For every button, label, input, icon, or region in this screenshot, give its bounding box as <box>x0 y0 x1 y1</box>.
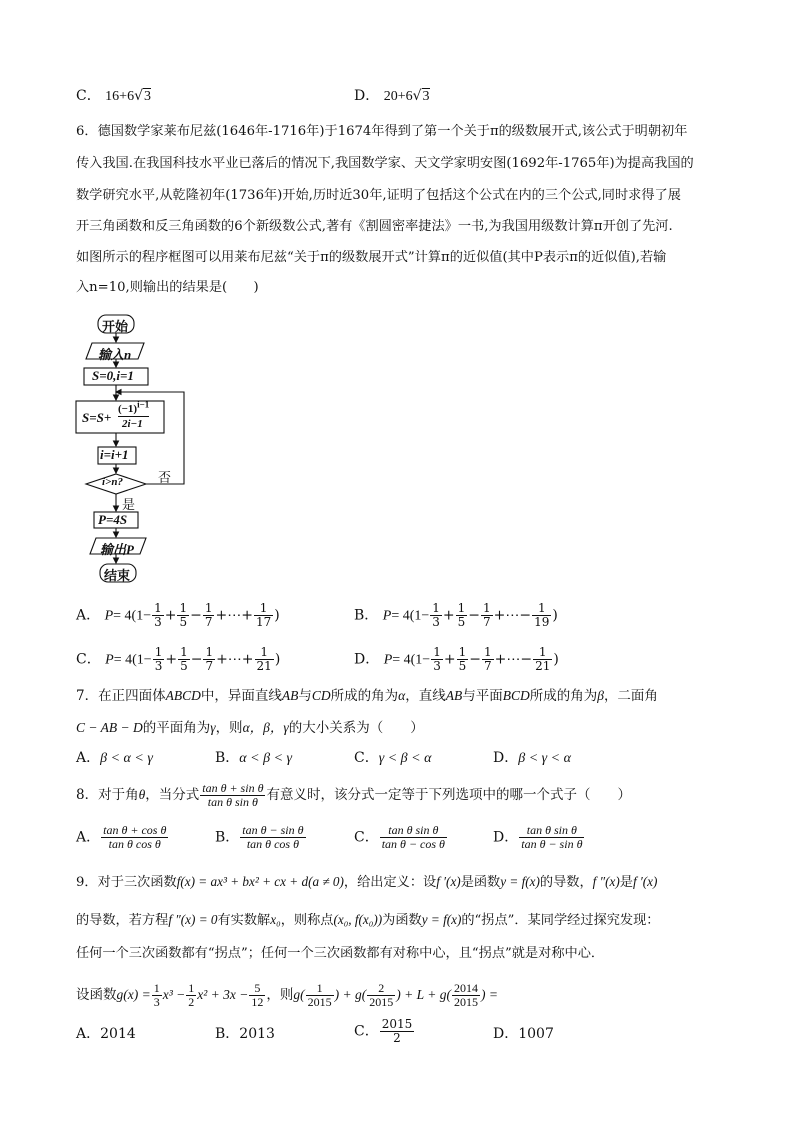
option-expr: 16+6 <box>105 89 135 104</box>
q8-option-c: C． $\frac{\text{tan θ sin θ}}{\text{tan θ − cos θ}}$ <box>354 823 445 851</box>
q6-option-c: C． P= 4(1− $\frac{1}{3}$ + $\frac{1}{5}$ − $\frac{1}{7}$ +⋯+ $\frac{1}{21}$ ) <box>76 645 281 673</box>
q8-option-d: D． $\frac{\text{tan θ sin θ}}{\text{tan θ − sin θ}}$ <box>493 823 583 851</box>
flow-assign-p-label: P=4S <box>98 512 128 527</box>
q6-line-4: 开三角函数和反三角函数的6个新级数公式,著有《割圆密率捷法》一书,为我国用级数计算π开创了先河. <box>76 219 673 234</box>
flow-update-numerator: $(-1)^{i-1}$ <box>118 399 150 415</box>
flow-end-label: 结束 <box>104 568 131 583</box>
flow-no-label: 否 <box>158 470 172 485</box>
q9-line-3: 任何一个三次函数都有“拐点”；任何一个三次函数都有对称中心，且“拐点”就是对称中心． <box>76 946 605 961</box>
q7-option-b: B．α < β < γ <box>215 750 293 766</box>
q7-line-2: C − AB − D的平面角为γ，则α，β，γ的大小关系为（ ） <box>76 720 424 736</box>
q9-line-2: 的导数，若方程f ″(x) = 0有实数解x₀，则称点(x₀, f(x₀))为函数y = f(x)的“拐点”．某同学经过探究发现： <box>76 912 660 928</box>
q6-line-6: 入n=10,则输出的结果是( ) <box>76 280 259 295</box>
flow-update-denominator: 2i−1 <box>122 418 143 430</box>
q6-line-5: 如图所示的程序框图可以用莱布尼兹“关于π的级数展开式”计算π的近似值(其中P表示π的近似值),若输 <box>76 250 667 265</box>
q6-line-3: 数学研究水平,从乾隆初年(1736年)开始,历时近30年,证明了包括这个公式在内的三个公式,同时求得了展 <box>76 188 681 203</box>
sqrt-radicand: 3 <box>144 89 151 104</box>
option-label: D． <box>354 88 380 104</box>
q9-option-c: C． $\frac{2015}{2}$ <box>354 1017 413 1045</box>
q6-line-2: 传入我国.在我国科技水平业已落后的情况下,我国数学家、天文学家明安图(1692年-1765年)为提高我国的 <box>76 156 694 171</box>
flow-start-label: 开始 <box>102 319 129 334</box>
q9-option-b: B．2013 <box>215 1026 275 1042</box>
option-d-prev: D． 20+6√3 <box>354 88 430 104</box>
q6-option-b: B． P= 4(1− $\frac{1}{3}$ + $\frac{1}{5}$ − $\frac{1}{7}$ +⋯− $\frac{1}{19}$ ) <box>354 601 558 629</box>
q7-option-c: C．γ < β < α <box>354 750 432 766</box>
q7-option-d: D．β < γ < α <box>493 750 571 766</box>
q6-option-d: D． P= 4(1− $\frac{1}{3}$ + $\frac{1}{5}$ − $\frac{1}{7}$ +⋯− $\frac{1}{21}$ ) <box>354 645 559 673</box>
flow-condition-label: i>n? <box>102 476 123 488</box>
flowchart-shapes <box>70 312 200 588</box>
q7-option-a: A．β < α < γ <box>76 750 153 766</box>
q8-option-b: B． $\frac{\text{tan θ − sin θ}}{\text{tan θ cos θ}}$ <box>215 823 304 851</box>
q8-stem: 8．对于角θ，当分式 $\frac{\text{tan θ + sin θ}}{\text{tan θ sin θ}}$ 有意义时，该分式一定等于下列选项中的哪一个式子（ ） <box>76 781 631 809</box>
q6-option-a: A． P= 4(1− $\frac{1}{3}$ + $\frac{1}{5}$ − $\frac{1}{7}$ +⋯+ $\frac{1}{17}$ ) <box>76 601 280 629</box>
option-label: C． <box>76 88 101 104</box>
flow-update-s-label: S=S+ <box>82 410 112 425</box>
sqrt-radicand: 3 <box>422 89 430 104</box>
q9-line-1: 9．对于三次函数f(x) = ax³ + bx² + cx + d(a ≠ 0)，给出定义：设f ′(x)是函数y = f(x)的导数，f ″(x)是f ′(x) <box>76 874 658 890</box>
flow-output-label: 输出P <box>100 542 134 557</box>
q8-option-a: A． $\frac{\text{tan θ + cos θ}}{\text{tan θ cos θ}}$ <box>76 823 167 851</box>
flow-input-label: 输入n <box>98 347 132 362</box>
option-c-prev: C． 16+6√3 <box>76 88 151 104</box>
flow-increment-label: i=i+1 <box>100 447 129 462</box>
q6-line-1: 6．德国数学家莱布尼兹(1646年-1716年)于1674年得到了第一个关于π的级数展开式,该公式于明朝初年 <box>76 124 688 139</box>
q9-option-d: D．1007 <box>493 1026 554 1042</box>
q9-line-4: 设函数g(x) = $\frac{1}{3}$ x³ − $\frac{1}{2}$ x² + 3x − $\frac{5}{12}$ ，则g( $\frac{1}{2015}$ ) + g( $\frac{2}{2015}$ ) + L + g( $\frac{2014}{2015}$ ) = <box>76 981 498 1009</box>
flow-init-label: S=0,i=1 <box>92 368 134 383</box>
program-flowchart <box>70 312 200 588</box>
q9-option-a: A．2014 <box>76 1026 136 1042</box>
flow-yes-label: 是 <box>122 497 136 512</box>
q7-line-1: 7．在正四面体ABCD中，异面直线AB与CD所成的角为α，直线AB与平面BCD所成的角为β，二面角 <box>76 688 658 704</box>
option-expr: 20+6 <box>383 89 413 104</box>
